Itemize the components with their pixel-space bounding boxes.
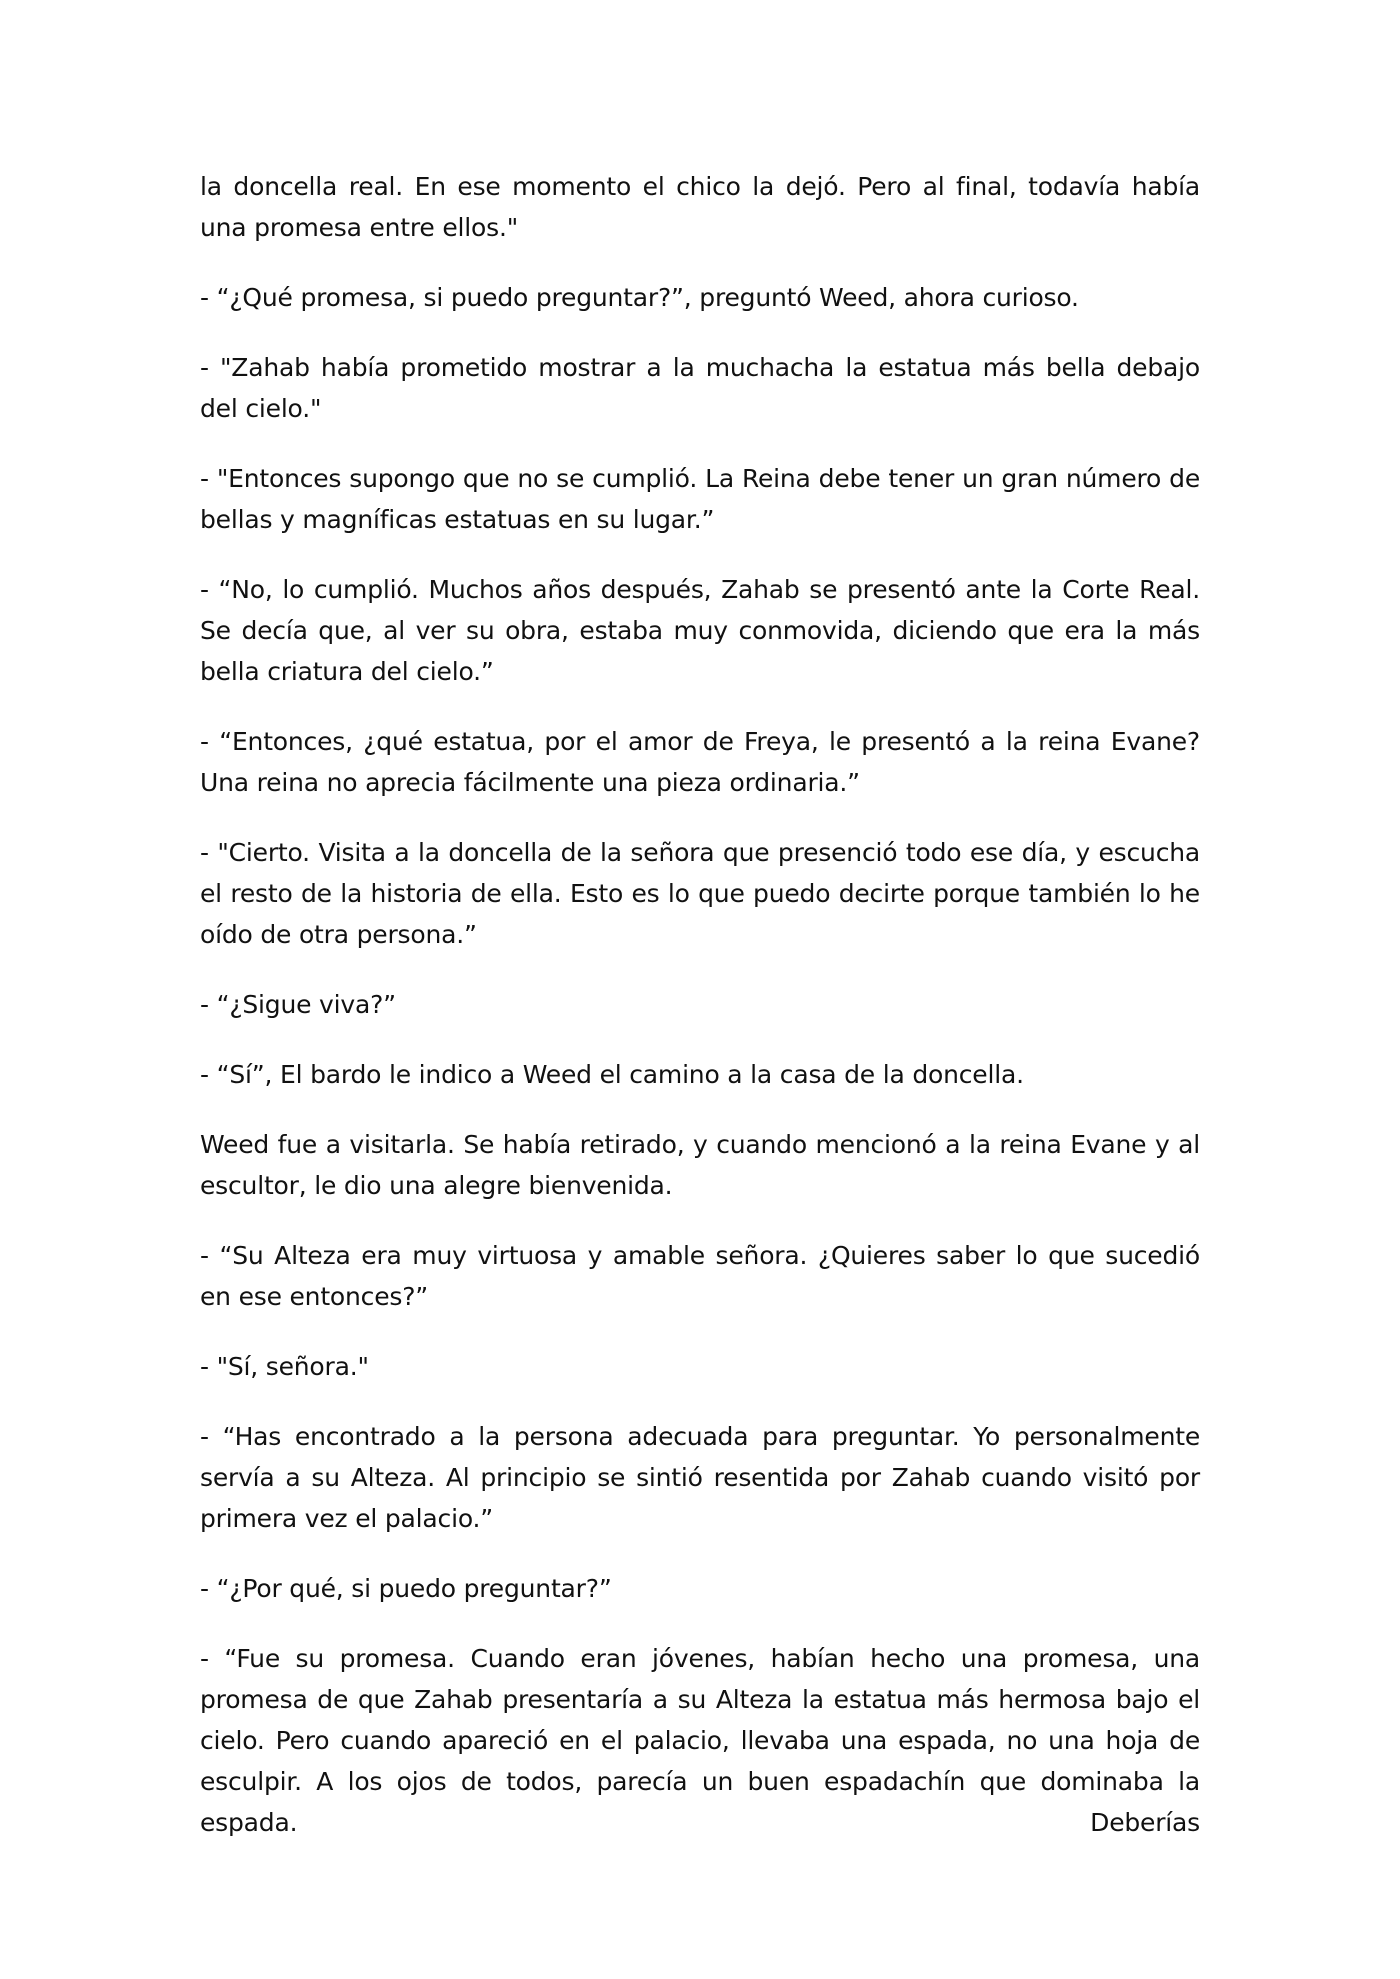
paragraph-14: - “¿Por qué, si puedo preguntar?” [200, 1574, 612, 1603]
paragraph-1: la doncella real. En ese momento el chico la dejó. Pero al final, todavía había una promesa entre ellos." [200, 172, 1200, 242]
paragraph-5: - “No, lo cumplió. Muchos años después, Zahab se presentó ante la Corte Real. Se decía que, al ver su obra, estaba muy conmovida, diciendo que era la más bella criatura del cielo.” [200, 575, 1200, 686]
paragraph-6: - “Entonces, ¿qué estatua, por el amor de Freya, le presentó a la reina Evane? Una reina no aprecia fácilmente una pieza ordinaria.” [200, 727, 1200, 797]
paragraph-7: - "Cierto. Visita a la doncella de la señora que presenció todo ese día, y escucha el resto de la historia de ella. Esto es lo que puedo decirte porque también lo he oído de otra persona.” [200, 838, 1200, 949]
paragraph-3: - "Zahab había prometido mostrar a la muchacha la estatua más bella debajo del cielo." [200, 353, 1200, 423]
paragraph-2: - “¿Qué promesa, si puedo preguntar?”, preguntó Weed, ahora curioso. [200, 283, 1079, 312]
paragraph-9: - “Sí”, El bardo le indico a Weed el camino a la casa de la doncella. [200, 1060, 1024, 1089]
paragraph-8: - “¿Sigue viva?” [200, 990, 396, 1019]
paragraph-15: - “Fue su promesa. Cuando eran jóvenes, habían hecho una promesa, una promesa de que Zahab presentaría a su Alteza la estatua más hermosa bajo el cielo. Pero cuando apareció en el palacio, llevaba una espada, no una hoja de esculpir. A los ojos de todos, parecía un buen espadachín que dominaba la espada. Deberías [200, 1644, 1200, 1837]
paragraph-10: Weed fue a visitarla. Se había retirado, y cuando mencionó a la reina Evane y al escultor, le dio una alegre bienvenida. [200, 1130, 1200, 1200]
paragraph-11: - “Su Alteza era muy virtuosa y amable señora. ¿Quieres saber lo que sucedió en ese entonces?” [200, 1241, 1200, 1311]
document-page [200, 166, 1200, 1843]
paragraph-4: - "Entonces supongo que no se cumplió. La Reina debe tener un gran número de bellas y magníficas estatuas en su lugar.” [200, 464, 1200, 534]
paragraph-12: - "Sí, señora." [200, 1352, 369, 1381]
paragraph-13: - “Has encontrado a la persona adecuada para preguntar. Yo personalmente servía a su Alteza. Al principio se sintió resentida por Zahab cuando visitó por primera vez el palacio.” [200, 1422, 1200, 1533]
